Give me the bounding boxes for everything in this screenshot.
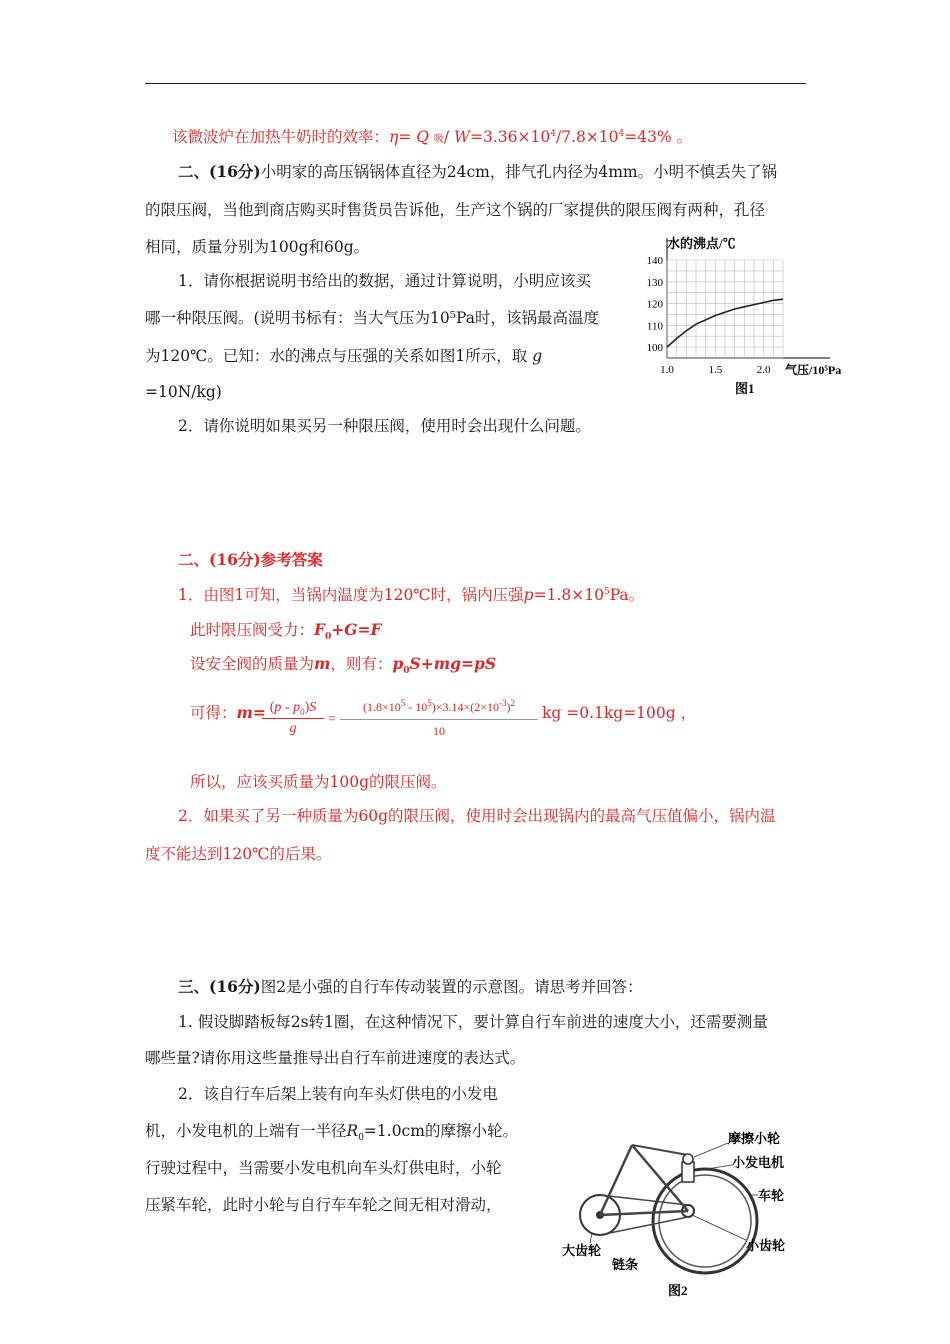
answer2-conclusion: 所以，应该买质量为100g的限压阀。 [190,773,447,791]
section2-line1 [178,162,777,182]
y-tick-label: 130 [646,276,663,289]
section3-q1-line1: 1. 假设脚踏板每2s转1圈，在这种情况下，要计算自行车前进的速度大小，还需要测量 [178,1013,768,1031]
answer2-mass-mid: ，则有： [330,655,393,673]
answer2-mass: 设安全阀的质量为m，则有：$p_0S+mg=pS$ [190,654,497,677]
label-friction-wheel: 摩擦小轮 [728,1131,781,1146]
section2-q1-text3: 为120℃。已知：水的沸点与压强的关系如图1所示，取 [145,347,528,365]
label-generator: 小发电机 [732,1155,785,1170]
x-tick-label: 1.0 [660,364,674,376]
answer2-fraction-den: 10 [433,724,445,738]
answer2-result-end: kg =0.1kg=100g ， [542,704,697,722]
section2-q1-line3: 为120℃。已知：水的沸点与压强的关系如图1所示，取 g [145,347,543,365]
label-big-gear: 大齿轮 [562,1243,602,1258]
figure1-grid [667,260,783,358]
y-tick-label: 140 [646,255,663,267]
section3-line1 [178,977,643,997]
header-rule [145,83,806,84]
answer2-part2-line2: 度不能达到120℃的后果。 [145,845,332,863]
section2-q1-line4: =10N/kg) [145,383,222,401]
y-tick-label: 120 [646,298,663,311]
section2-text1: 小明家的高压锅锅体直径为24cm，排气孔内径为4mm。小明不慎丢失了锅 [260,163,778,181]
section3-q2-line1: 2．该自行车后架上装有向车头灯供电的小发电 [178,1085,498,1103]
answer2-fraction-right: $(1.8\times 10^5 - 10^5)\times 3.14\times(2\times 10^{-3})^2$ 10 [340,700,538,739]
frame-chain-stay [600,1211,688,1215]
figure1-xticks [660,364,771,376]
section3-q2-line4: 压紧车轮，此时小轮与自行车车轮之间无相对滑动， [145,1196,502,1214]
answer2-heading: 二、(16分)参考答案 [178,550,323,569]
chain-bottom [600,1217,688,1235]
figure1-xlabel: 气压/10⁵Pa [785,363,842,377]
figure2-bicycle [560,1125,810,1305]
leader-friction [694,1143,728,1157]
label-chain: 链条 [612,1257,639,1272]
answer2-force: 此时限压阀受力：$F_0+G=F$ [190,620,382,643]
generator [682,1162,694,1182]
answer2-text1: 1．由图1可知，当锅内温度为120℃时，锅内压强 [178,586,524,604]
leader-big-gear [590,1233,592,1243]
answer2-line1: 1．由图1可知，当锅内温度为120℃时，锅内压强$p=1.8\times 10^5Pa$。 [178,586,645,604]
section3-q2-text2: 机，小发电机的上端有一半径 [145,1122,347,1140]
section3-q2-line2: 机，小发电机的上端有一半径$R_0=1.0cm$的摩擦小轮。 [145,1122,518,1144]
section3-heading: 三、(16分) [178,977,261,996]
figure1-chart [635,228,865,408]
answer2-result-label: 可得： [190,704,237,722]
answer2-result: 可得：m= [190,703,266,722]
section3-q2-line3: 行驶过程中，当需要小发电机向车头灯供电时，小轮 [145,1159,502,1177]
answer2-force-label: 此时限压阀受力： [190,621,315,639]
section2-heading: 二、(16分) [178,162,261,181]
figure1-yticks [647,255,664,354]
efficiency-line: 该微波炉在加热牛奶时的效率：η= Q 吸/ $W=3.36\times 10^4/7.8\times 10^4=43\%$ 。 [172,128,693,146]
x-tick-label: 1.5 [708,364,723,376]
answer2-equals: = [328,712,336,727]
figure1-ylabel: 水的沸点/℃ [667,236,736,251]
label-wheel: 车轮 [758,1188,785,1203]
section2-q1-line1: 1．请你根据说明书给出的数据，通过计算说明，小明应该买 [178,272,591,290]
section2-q1-line2: 哪一种限压阀。(说明书标有：当大气压为10⁵Pa时，该锅最高温度 [145,309,599,327]
friction-wheel [683,1154,693,1164]
answer2-mass-label: 设安全阀的质量为 [190,655,315,673]
answer2-fraction-left: $(p - p_0)S$ g [262,700,324,737]
efficiency-label: 该微波炉在加热牛奶时的效率： [172,128,390,146]
y-tick-label: 100 [646,342,663,355]
section2-line3: 相同，质量分别为100g和60g。 [145,238,370,256]
x-tick-label: 2.0 [756,364,771,376]
section3-text1: 图2是小强的自行车传动装置的示意图。请思考并回答： [260,978,643,996]
section3-q1-line2: 哪些量?请你用这些量推导出自行车前进速度的表达式。 [145,1049,526,1067]
section3-q2-text2b: =1.0cm的摩擦小轮。 [363,1122,518,1140]
section2-q2: 2．请你说明如果买另一种限压阀，使用时会出现什么问题。 [178,417,591,435]
figure2-caption: 图2 [668,1283,688,1298]
section2-line2: 的限压阀，当他到商店购买时售货员告诉他，生产这个锅的厂家提供的限压阀有两种，孔径 [145,201,766,219]
answer2-part2-line1: 2．如果买了另一种质量为60g的限压阀，使用时会出现锅内的最高气压值偏小，锅内温 [178,807,776,825]
y-tick-label: 110 [646,320,663,333]
leader-small-gear [692,1215,746,1240]
figure1-caption: 图1 [735,381,755,396]
label-small-gear: 小齿轮 [746,1238,786,1253]
